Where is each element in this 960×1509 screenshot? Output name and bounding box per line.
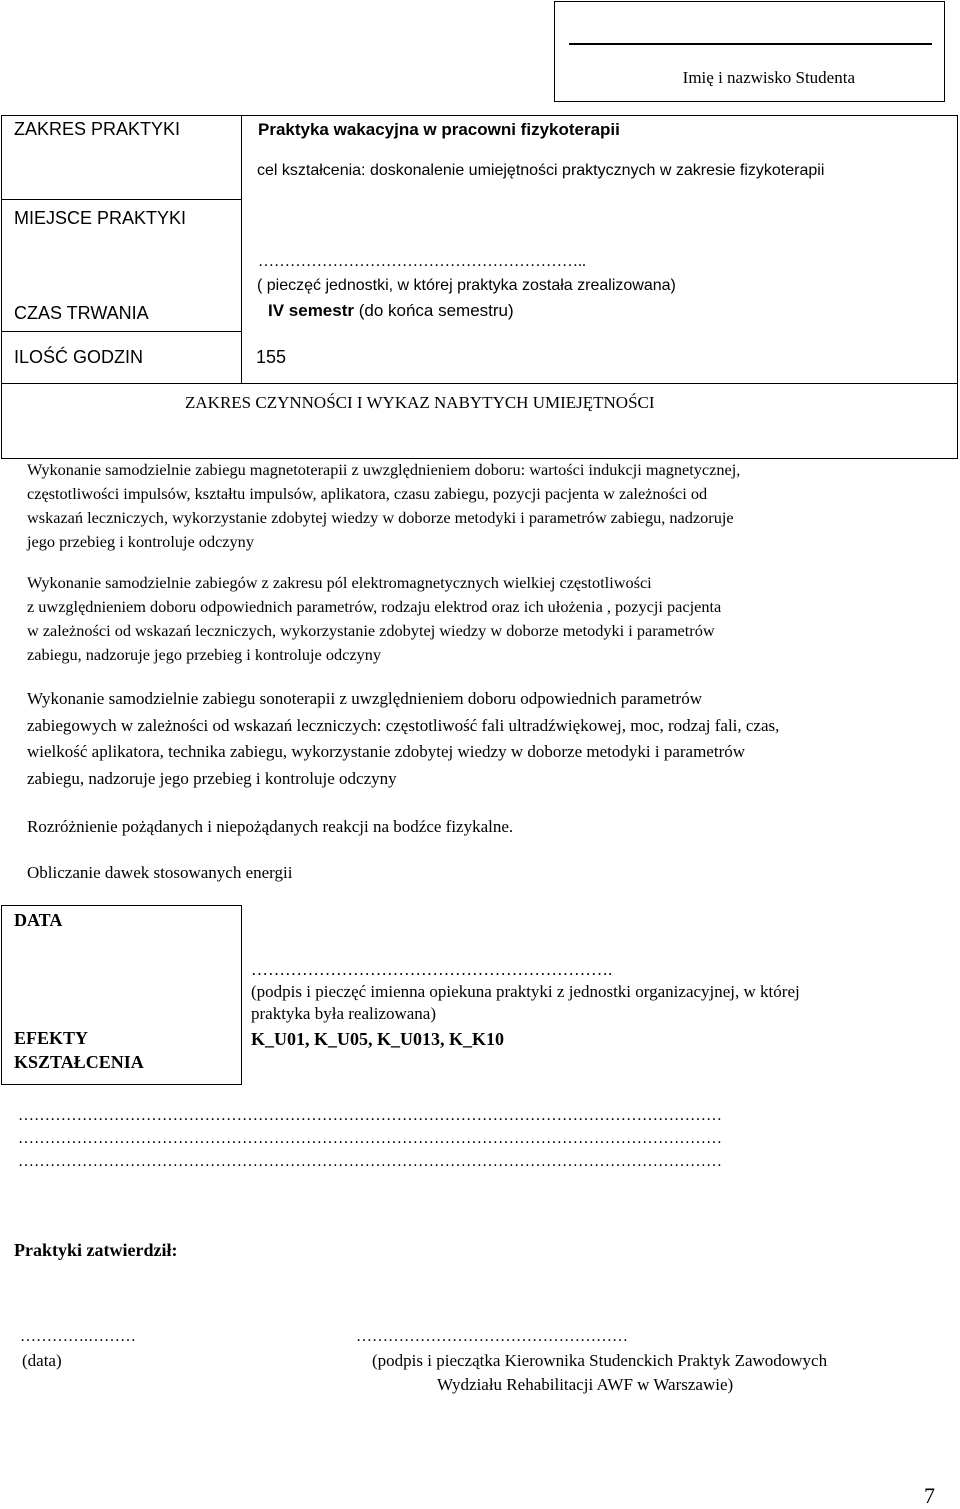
zakres-praktyki-label: ZAKRES PRAKTYKI [14, 119, 181, 139]
paragraph-line: wielkość aplikatora, technika zabiegu, wykorzystanie zdobytej wiedzy w doborze metodyki i parametrów [27, 742, 746, 761]
data-label: DATA [14, 910, 63, 930]
paragraph-line: z uwzględnieniem doboru odpowiednich parametrów, rodzaju elektrod oraz ich ułożenia , pozycji pacjenta [27, 597, 722, 616]
table-row-divider-2 [1, 331, 241, 332]
czas-trwania-semester: IV semestr [268, 301, 354, 320]
zakres-praktyki-title: Praktyka wakacyjna w pracowni fizykoterapii [258, 120, 620, 139]
date-caption: (data) [22, 1351, 62, 1370]
stamp-caption: ( pieczęć jednostki, w której praktyka została zrealizowana) [257, 277, 676, 294]
table-left-border [1, 115, 2, 458]
cel-ksztalcenia: cel kształcenia: doskonalenie umiejętności praktycznych w zakresie fizykoterapii [257, 162, 825, 179]
student-name-label: Imię i nazwisko Studenta [682, 68, 855, 87]
efekty-label-line-2: KSZTAŁCENIA [14, 1052, 144, 1072]
paragraph-line: zabiegowych w zależności od wskazań leczniczych: częstotliwość fali ultradźwiękowej, moc, rodzaj fali, czas, [27, 715, 780, 735]
paragraph-line: zabiegu, nadzoruje jego przebieg i kontroluje odczyny [27, 645, 381, 664]
czas-trwania-note: (do końca semestru) [354, 301, 514, 320]
bottom-table-divider [241, 905, 242, 1085]
note-dotted-line: …………………………………………………………………………………………………………………… [18, 1130, 722, 1147]
table-right-border [957, 115, 958, 458]
paragraph-dawki [27, 861, 937, 885]
table-column-divider [241, 115, 242, 383]
bottom-table-top-border [1, 905, 242, 906]
section-title: ZAKRES CZYNNOŚCI I WYKAZ NABYTYCH UMIEJĘTNOŚCI [185, 393, 655, 412]
paragraph-line: zabiegu, nadzoruje jego przebieg i kontroluje odczyny [27, 768, 397, 788]
table-row-divider-3 [1, 383, 957, 384]
director-caption-line-1: (podpis i pieczątka Kierownika Studenckich Praktyk Zawodowych [372, 1351, 828, 1370]
signature-dotted-line: ………………………………………………………. [251, 960, 613, 979]
page-number: 7 [924, 1483, 935, 1508]
paragraph-line: w zależności od wskazań leczniczych, wykorzystanie zdobytej wiedzy w doborze metodyki i parametrów [27, 621, 715, 640]
ilosc-godzin-value: 155 [256, 347, 287, 367]
paragraph-sonoterapia [27, 686, 937, 792]
stamp-dotted-line: …………………………………………………….. [258, 253, 586, 270]
note-dotted-line: …………………………………………………………………………………………………………………… [18, 1153, 722, 1170]
bottom-table-bottom-border [1, 1084, 242, 1085]
czas-trwania-value [268, 301, 514, 321]
ilosc-godzin-label: ILOŚĆ GODZIN [14, 347, 144, 367]
miejsce-praktyki-label: MIEJSCE PRAKTYKI [14, 208, 187, 228]
director-dotted-line: …………………………………………… [356, 1328, 628, 1345]
approval-title: Praktyki zatwierdził: [14, 1240, 178, 1260]
paragraph-line: wskazań leczniczych, wykorzystanie zdobytej wiedzy w doborze metodyki i parametrów zabiegu, nadzoruje [27, 508, 734, 527]
paragraph-line: Wykonanie samodzielnie zabiegów z zakresu pól elektromagnetycznych wielkiej częstotliwości [27, 573, 652, 592]
paragraph-line: Obliczanie dawek stosowanych energii [27, 863, 293, 882]
table-top-border [1, 115, 958, 116]
note-dotted-line: …………………………………………………………………………………………………………………… [18, 1107, 722, 1124]
student-name-box [554, 1, 945, 102]
czas-trwania-label: CZAS TRWANIA [14, 303, 149, 323]
paragraph-line: częstotliwości impulsów, kształtu impulsów, aplikatora, czasu zabiegu, pozycji pacjenta w zależności od [27, 484, 708, 503]
efekty-value: K_U01, K_U05, K_U013, K_K10 [251, 1029, 505, 1049]
paragraph-pola-elektromagnetyczne [27, 571, 937, 667]
table-row-divider-1 [1, 199, 241, 200]
student-name-line [569, 43, 932, 45]
paragraph-line: jego przebieg i kontroluje odczyny [27, 532, 254, 551]
signature-caption-line-1: (podpis i pieczęć imienna opiekuna praktyki z jednostki organizacyjnej, w której [251, 982, 800, 1001]
paragraph-reakcje [27, 815, 937, 839]
paragraph-line: Wykonanie samodzielnie zabiegu sonoterapii z uwzględnieniem doboru odpowiednich parametrów [27, 689, 702, 708]
paragraph-magnetoterapia [27, 458, 937, 554]
date-dotted-line: ………….……… [20, 1328, 136, 1345]
paragraph-line: Rozróżnienie pożądanych i niepożądanych reakcji na bodźce fizykalne. [27, 817, 514, 836]
director-caption-line-2: Wydziału Rehabilitacji AWF w Warszawie) [437, 1375, 734, 1394]
signature-caption-line-2: praktyka była realizowana) [251, 1004, 437, 1023]
paragraph-line: Wykonanie samodzielnie zabiegu magnetoterapii z uwzględnieniem doboru: wartości indukcji magnetycznej, [27, 460, 741, 479]
bottom-table-left-border [1, 905, 2, 1085]
efekty-label-line-1: EFEKTY [14, 1028, 89, 1048]
